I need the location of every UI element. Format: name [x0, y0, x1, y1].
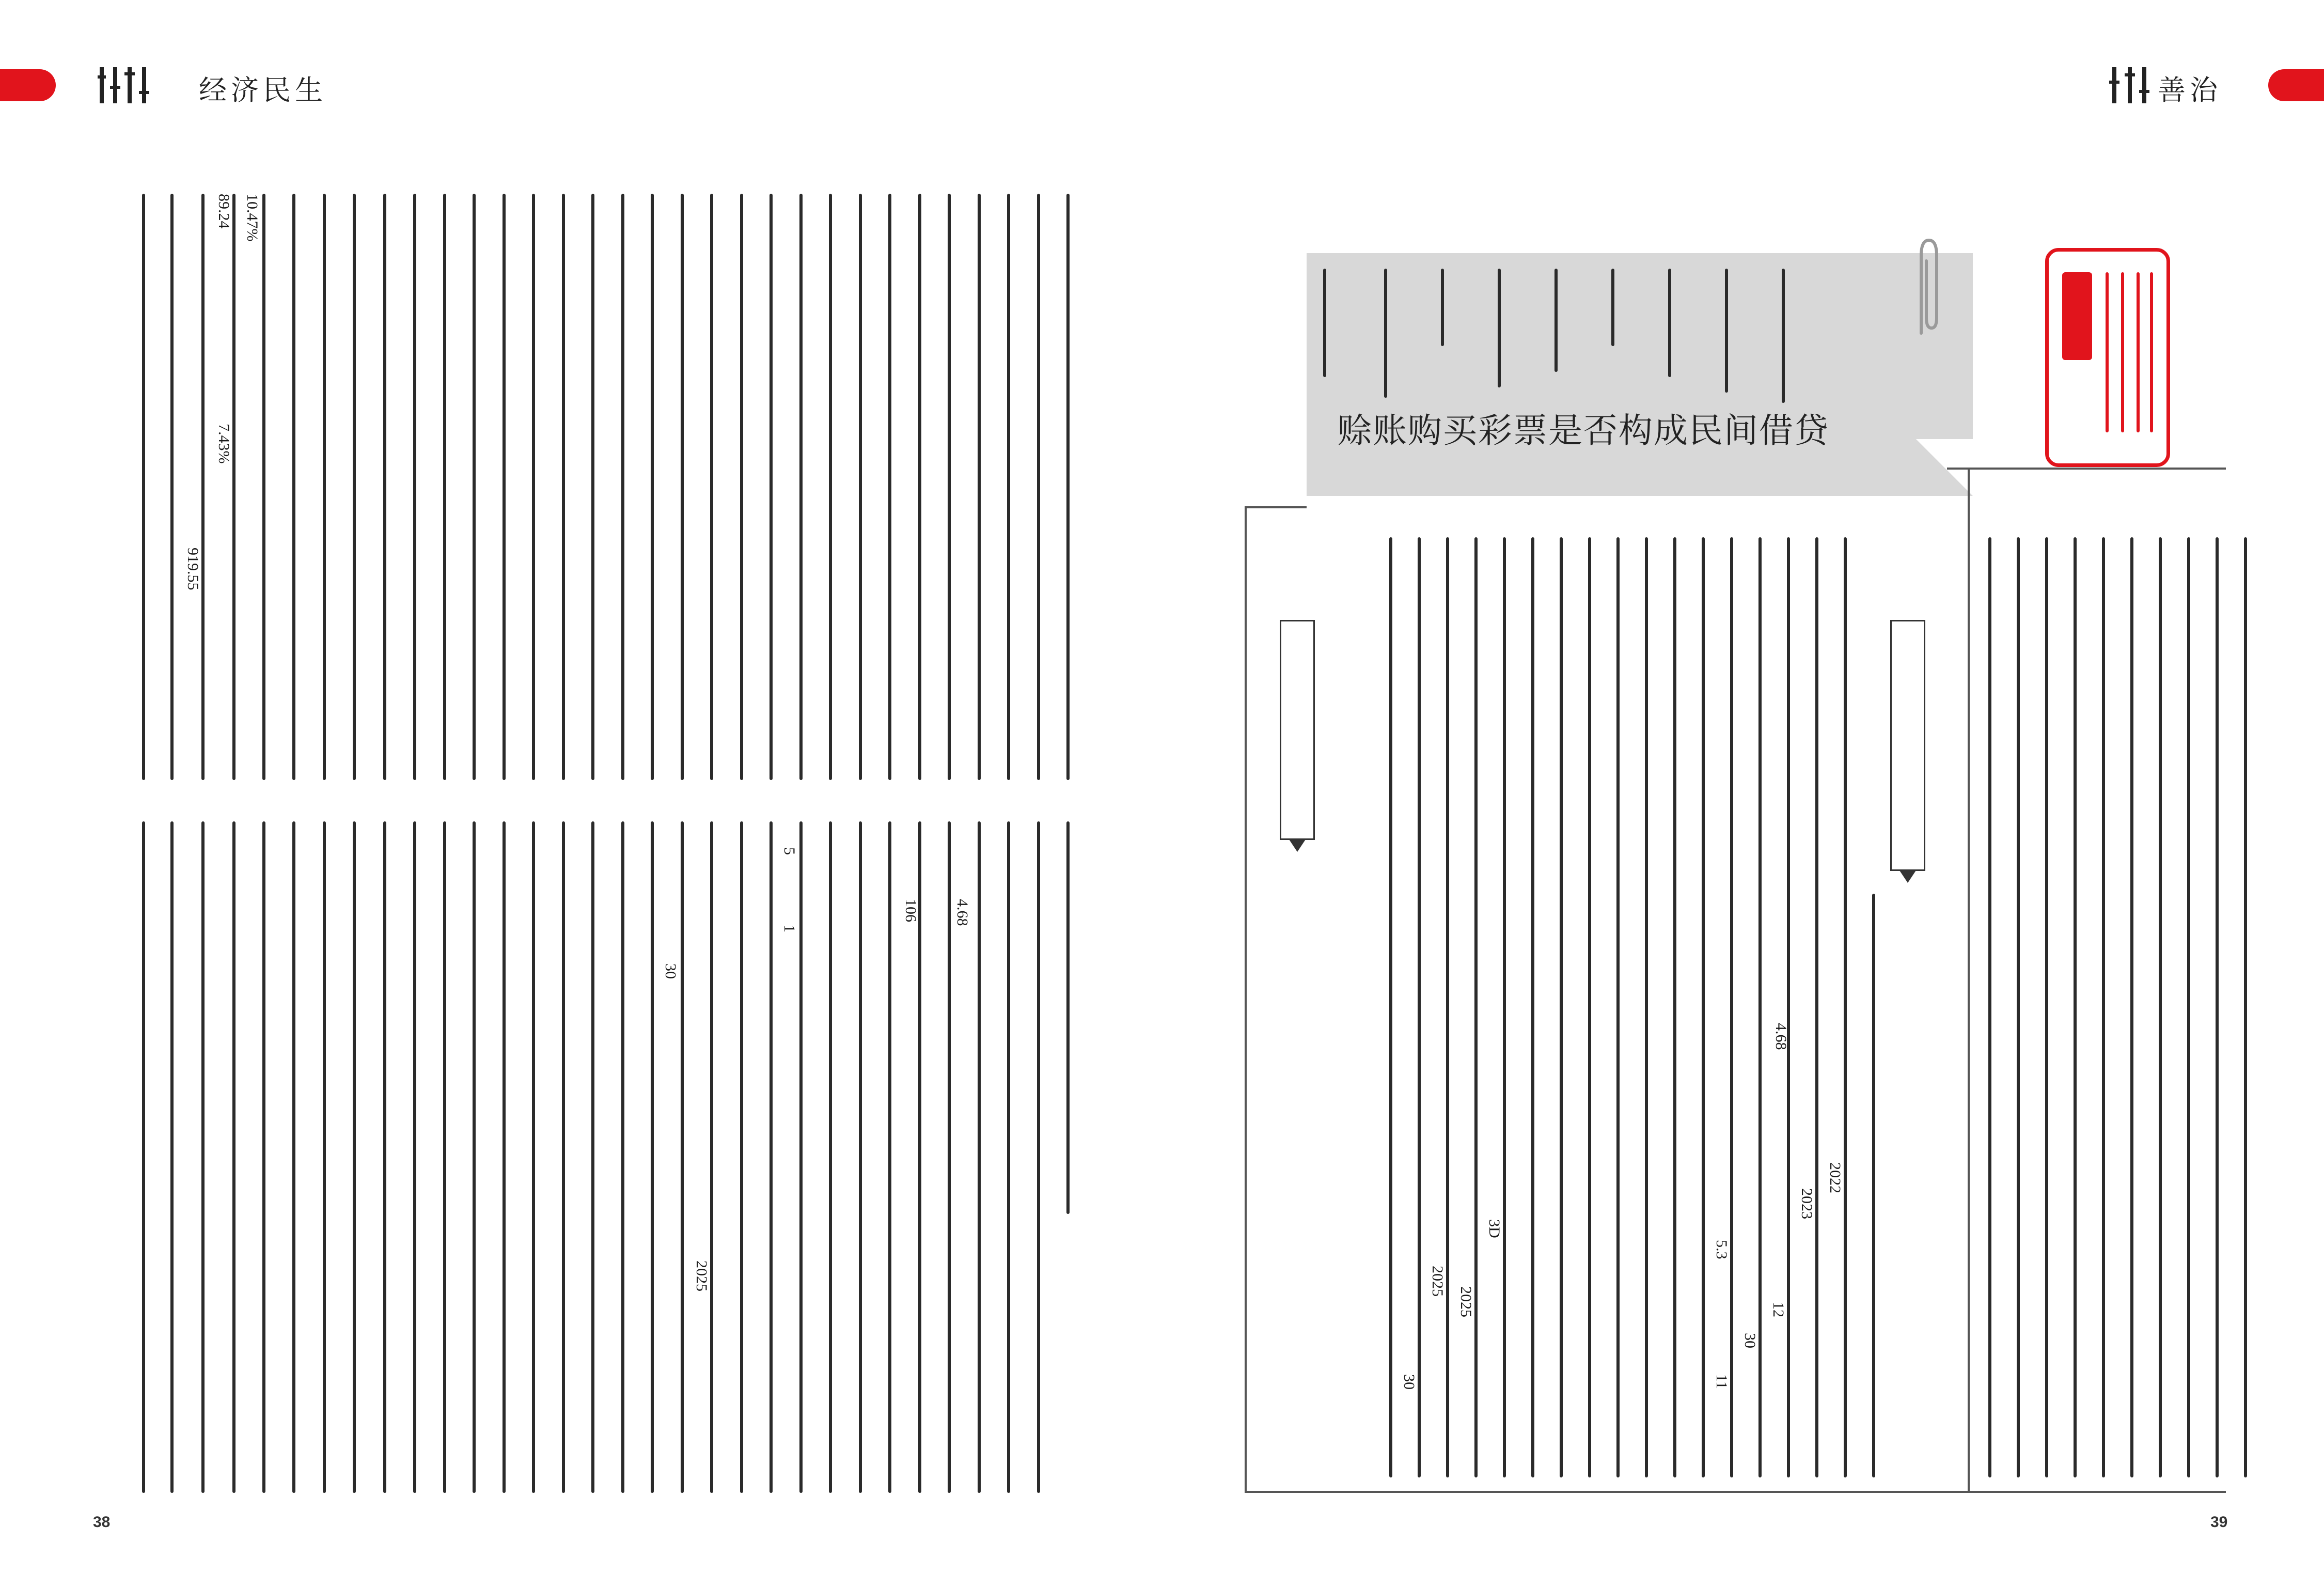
text-column: [681, 194, 684, 780]
text-column: [562, 194, 565, 780]
text-column: [473, 194, 476, 780]
text-column: [978, 194, 981, 780]
text-column: [232, 194, 235, 780]
text-column: [591, 821, 594, 1493]
text-column: [1844, 537, 1847, 1477]
inline-number: 1: [781, 925, 798, 932]
text-column: [353, 821, 356, 1493]
text-column: [621, 194, 624, 780]
left-mongol-label-text: ᠡᠳ᠋ ᠵᠠᠰᠠᠭ: [96, 108, 98, 109]
frame-left: [1245, 506, 1247, 1493]
text-column: [2130, 537, 2133, 1477]
title-column: [1725, 269, 1728, 393]
text-column: [1787, 537, 1790, 1477]
text-column: [740, 194, 743, 780]
text-column: [1588, 537, 1591, 1477]
inline-number: 30: [1741, 1333, 1758, 1348]
inline-number: 4.68: [954, 899, 971, 926]
frame-bottom: [1245, 1491, 2226, 1493]
inline-number: 89.24: [215, 194, 232, 229]
text-column: [1645, 537, 1648, 1477]
paperclip-icon: [1911, 235, 1942, 338]
text-column: [918, 194, 921, 780]
text-column: [2045, 537, 2048, 1477]
title-column: [1782, 269, 1785, 403]
text-column: [2102, 537, 2105, 1477]
text-column: [503, 194, 506, 780]
text-column: [1673, 537, 1676, 1477]
text-column: [232, 821, 235, 1493]
title-column: [1554, 269, 1558, 372]
text-column: [1503, 537, 1506, 1477]
text-column: [383, 821, 386, 1493]
right-page-number: 39: [2210, 1514, 2228, 1531]
inline-number: 30: [1401, 1374, 1418, 1390]
text-column: [1560, 537, 1563, 1477]
text-column: [292, 194, 295, 780]
text-column: [1730, 537, 1733, 1477]
text-column: [888, 821, 891, 1493]
left-mongolian-header-mark: [96, 65, 158, 106]
inline-number: 11: [1713, 1374, 1730, 1389]
inline-number: 2025: [1457, 1286, 1474, 1317]
left-section-title: 经济民生: [199, 74, 327, 106]
text-column: [829, 821, 832, 1493]
inline-number: 919.55: [184, 548, 201, 590]
text-column: [799, 821, 803, 1493]
title-column: [1611, 269, 1614, 346]
right-header-tab: [2268, 69, 2324, 101]
text-column: [1389, 537, 1392, 1477]
title-column: [1323, 269, 1326, 377]
text-column: [142, 194, 145, 780]
inline-number: 7.43%: [215, 424, 232, 464]
inline-number: 2025: [1429, 1266, 1446, 1297]
inline-number: 2023: [1798, 1188, 1815, 1219]
text-column: [1531, 537, 1534, 1477]
inline-number: 2022: [1827, 1162, 1844, 1193]
text-column: [829, 194, 832, 780]
text-column: [1758, 537, 1762, 1477]
inline-number: 10.47%: [244, 194, 261, 242]
left-page-number: 38: [93, 1514, 111, 1531]
inline-number: 106: [902, 899, 919, 922]
text-column: [1446, 537, 1449, 1477]
text-column: [1474, 537, 1478, 1477]
text-column: [740, 821, 743, 1493]
frame-top-left: [1245, 506, 1307, 508]
text-column: [799, 194, 803, 780]
text-column: [2244, 537, 2247, 1477]
text-column: [1988, 537, 1991, 1477]
frame-right: [1968, 468, 1970, 1493]
text-column: [503, 821, 506, 1493]
stamp-label: [2062, 272, 2092, 360]
text-column: [1066, 194, 1070, 780]
text-column: [292, 821, 295, 1493]
text-column: [1037, 821, 1040, 1493]
text-column: [443, 821, 446, 1493]
right-section-title: 善治: [2158, 74, 2222, 106]
inline-number: 5.3: [1713, 1240, 1730, 1259]
inline-number: 5: [781, 847, 798, 855]
column-stamp: [2045, 248, 2170, 467]
right-mongol-label-text: ᠰᠠᠢᠨ: [2107, 108, 2109, 109]
article-subtitle: 赊账购买彩票是否构成民间借贷: [1338, 411, 1829, 450]
text-column: [859, 821, 862, 1493]
text-column: [2187, 537, 2190, 1477]
inline-number: 3D: [1486, 1219, 1503, 1238]
text-column: [948, 194, 951, 780]
text-column: [2159, 537, 2162, 1477]
inline-number: 12: [1770, 1302, 1787, 1317]
text-column: [201, 194, 205, 780]
text-column: [651, 194, 654, 780]
text-column: [142, 821, 145, 1493]
text-column: [1066, 821, 1070, 1214]
text-column: [888, 194, 891, 780]
text-column: [383, 194, 386, 780]
text-column: [1872, 894, 1875, 1477]
text-column: [978, 821, 981, 1493]
inline-number: 2025: [693, 1260, 710, 1291]
text-column: [1007, 194, 1010, 780]
text-column: [621, 821, 624, 1493]
text-column: [948, 821, 951, 1493]
text-column: [262, 821, 265, 1493]
text-column: [770, 821, 773, 1493]
text-column: [353, 194, 356, 780]
text-column: [2017, 537, 2020, 1477]
text-column: [1418, 537, 1421, 1477]
text-column: [562, 821, 565, 1493]
text-column: [1007, 821, 1010, 1493]
text-column: [710, 821, 713, 1493]
text-column: [2216, 537, 2219, 1477]
text-column: [170, 194, 174, 780]
text-column: [681, 821, 684, 1493]
text-column: [443, 194, 446, 780]
text-column: [1616, 537, 1620, 1477]
title-column: [1668, 269, 1671, 377]
text-column: [413, 821, 416, 1493]
left-header-tab: [0, 69, 56, 101]
text-column: [262, 194, 265, 780]
text-column: [651, 821, 654, 1493]
title-column: [1441, 269, 1444, 346]
title-panel: [1307, 253, 1973, 496]
text-column: [201, 821, 205, 1493]
section-label-left: [1280, 620, 1315, 840]
text-column: [591, 194, 594, 780]
title-column: [1498, 269, 1501, 387]
text-column: [859, 194, 862, 780]
text-column: [918, 821, 921, 1493]
text-column: [532, 821, 535, 1493]
inline-number: 4.68: [1772, 1023, 1789, 1050]
text-column: [1037, 194, 1040, 780]
text-column: [473, 821, 476, 1493]
text-column: [532, 194, 535, 780]
text-column: [2074, 537, 2077, 1477]
frame-top-right: [1947, 468, 2226, 470]
text-column: [413, 194, 416, 780]
text-column: [770, 194, 773, 780]
inline-number: 30: [662, 963, 679, 979]
text-column: [323, 821, 326, 1493]
section-label-right: [1890, 620, 1925, 871]
text-column: [323, 194, 326, 780]
title-column: [1384, 269, 1387, 398]
text-column: [1702, 537, 1705, 1477]
text-column: [170, 821, 174, 1493]
right-mongolian-header-mark: [2107, 65, 2154, 106]
text-column: [1815, 537, 1818, 1477]
text-column: [710, 194, 713, 780]
